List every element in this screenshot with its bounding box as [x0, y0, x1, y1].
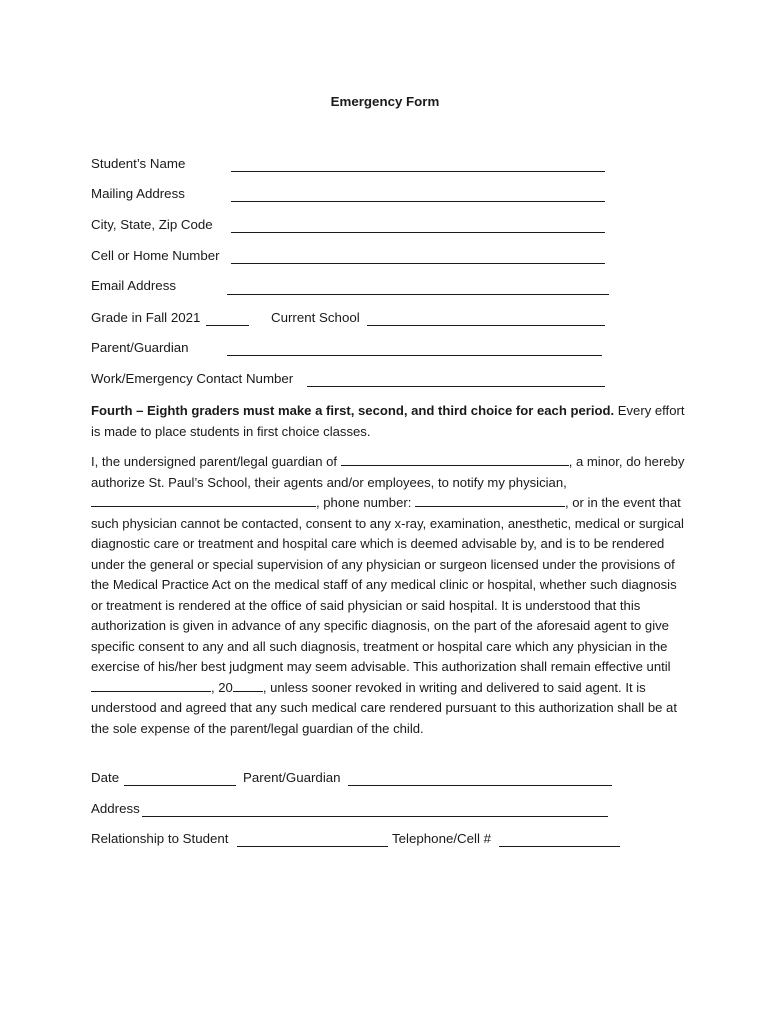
choice-note-text: Every effort is made to place students in first choice classes. [91, 403, 685, 439]
telephone-line[interactable] [499, 846, 620, 847]
work-emergency-contact-label: Work/Emergency Contact Number [91, 371, 294, 386]
choice-note-paragraph [91, 401, 686, 442]
signature-date-label: Date [91, 770, 120, 785]
minor-name-blank[interactable] [341, 453, 569, 466]
city-state-zip-line[interactable] [231, 232, 605, 233]
choice-note-bold: Fourth – Eighth graders must make a first, second, and third choice for each period. [91, 403, 615, 418]
mailing-address-line[interactable] [231, 201, 605, 202]
effective-until-blank[interactable] [91, 679, 211, 692]
mailing-address-label: Mailing Address [91, 186, 185, 201]
signature-date-line[interactable] [124, 785, 236, 786]
current-school-line[interactable] [367, 325, 605, 326]
authorization-text-2: , a minor, do hereby authorize St. Paul’s School, their agents and/or employees, to notify my physician, [91, 454, 685, 490]
cell-home-number-label: Cell or Home Number [91, 248, 220, 263]
signature-parent-guardian-label: Parent/Guardian [243, 770, 341, 785]
parent-guardian-label: Parent/Guardian [91, 340, 189, 355]
current-school-label: Current School [271, 310, 360, 325]
email-address-line[interactable] [227, 294, 609, 295]
work-emergency-contact-line[interactable] [307, 386, 605, 387]
parent-guardian-line[interactable] [227, 355, 602, 356]
authorization-paragraph [91, 452, 686, 739]
relationship-line[interactable] [237, 846, 388, 847]
year-blank[interactable] [233, 679, 263, 692]
form-title: Emergency Form [330, 94, 440, 109]
student-name-line[interactable] [231, 171, 605, 172]
city-state-zip-label: City, State, Zip Code [91, 217, 213, 232]
physician-name-blank[interactable] [91, 494, 316, 507]
cell-home-number-line[interactable] [231, 263, 605, 264]
telephone-label: Telephone/Cell # [392, 831, 492, 846]
grade-fall-2021-label: Grade in Fall 2021 [91, 310, 201, 325]
authorization-text-3: , phone number: [316, 495, 412, 510]
student-name-label: Student’s Name [91, 156, 186, 171]
authorization-text-1: I, the undersigned parent/legal guardian of [91, 454, 338, 469]
signature-address-line[interactable] [142, 816, 608, 817]
authorization-text-4: , or in the event that such physician cannot be contacted, consent to any x-ray, examination, anesthetic, medical or surgical diagnostic care or treatment and hospital care which is deemed advisable by, and is to be rendered under the general or special supervision of any physician or surgeon licensed under the provisions of the Medical Practice Act on the medical staff of any medical clinic or hospital, whether such diagnosis or treatment is rendered at the office of said physician or said hospital. It is understood that this authorization is given in advance of any specific diagnosis, on the part of the aforesaid agent to give specific consent to any and all such diagnosis, treatment or hospital care which any physician in the exercise of his/her best judgment may seem advisable. This authorization shall remain effective until [91, 495, 684, 674]
grade-line[interactable] [206, 325, 249, 326]
relationship-label: Relationship to Student [91, 831, 229, 846]
authorization-text-5: , 20 [211, 679, 233, 695]
email-address-label: Email Address [91, 278, 176, 293]
signature-address-label: Address [91, 801, 140, 816]
physician-phone-blank[interactable] [415, 494, 565, 507]
signature-parent-guardian-line[interactable] [348, 785, 612, 786]
authorization-text-6: , unless sooner revoked in writing and delivered to said agent. It is understood and agreed that any such medical care rendered pursuant to this authorization shall be at the sole expense of the parent/legal guardian of the child. [91, 679, 677, 736]
